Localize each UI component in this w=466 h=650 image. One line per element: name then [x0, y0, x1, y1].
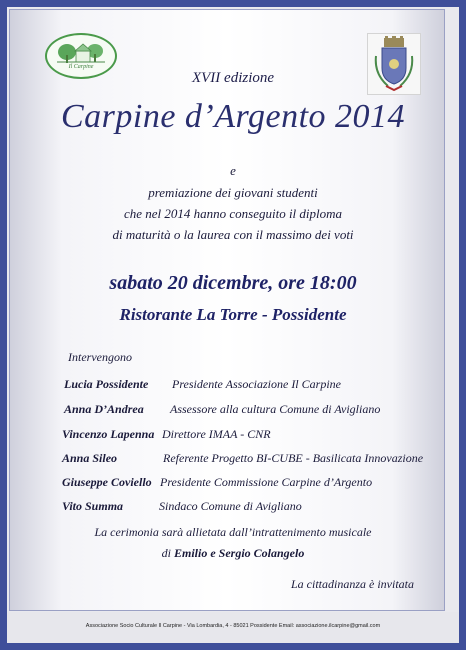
- speaker-name: Giuseppe Coviello: [62, 475, 152, 489]
- logo-label: Il Carpine: [68, 64, 94, 70]
- speaker-name: Anna Sileo: [62, 451, 118, 465]
- closing-line-1: La cerimonia sarà allietata dall’intrattenimento musicale: [94, 525, 372, 539]
- speaker-name: Vincenzo Lapenna: [62, 427, 155, 441]
- invitation-note: La cittadinanza è invitata: [291, 577, 414, 591]
- speaker-role: Direttore IMAA - CNR: [162, 427, 271, 441]
- connector-text: e: [230, 163, 236, 178]
- speaker-role: Presidente Associazione Il Carpine: [172, 377, 341, 391]
- speaker-name: Anna D’Andrea: [64, 402, 144, 416]
- speaker-role: Assessore alla cultura Comune di Avigliano: [170, 402, 381, 416]
- edition-label: XVII edizione: [191, 70, 275, 86]
- speaker-role: Sindaco Comune di Avigliano: [159, 499, 302, 513]
- speaker-name: Vito Summa: [62, 499, 124, 513]
- speaker-name: Lucia Possidente: [64, 377, 149, 391]
- event-datetime: sabato 20 dicembre, ore 18:00: [109, 272, 357, 294]
- event-title: Carpine d’Argento 2014: [60, 98, 406, 135]
- description-line-3: di maturità o la laurea con il massimo dei voti: [112, 227, 354, 242]
- description-line-2: che nel 2014 hanno conseguito il diploma: [123, 206, 343, 221]
- speakers-intro: Intervengono: [68, 350, 132, 364]
- closing-prefix: di: [161, 546, 174, 560]
- event-venue: Ristorante La Torre - Possidente: [119, 305, 347, 324]
- speaker-role: Referente Progetto BI-CUBE - Basilicata Innovazione: [163, 451, 424, 465]
- closing-line-2: [0, 546, 466, 561]
- footer-contact: Associazione Socio Culturale Il Carpine - Via Lombardia, 4 - 85021 Possidente Email: associazione.ilcarpine@gmail.com: [85, 623, 381, 629]
- description-line-1: premiazione dei giovani studenti: [148, 185, 318, 200]
- musicians-names: Emilio e Sergio Colangelo: [174, 546, 305, 560]
- speaker-role: Presidente Commissione Carpine d’Argento: [160, 475, 373, 489]
